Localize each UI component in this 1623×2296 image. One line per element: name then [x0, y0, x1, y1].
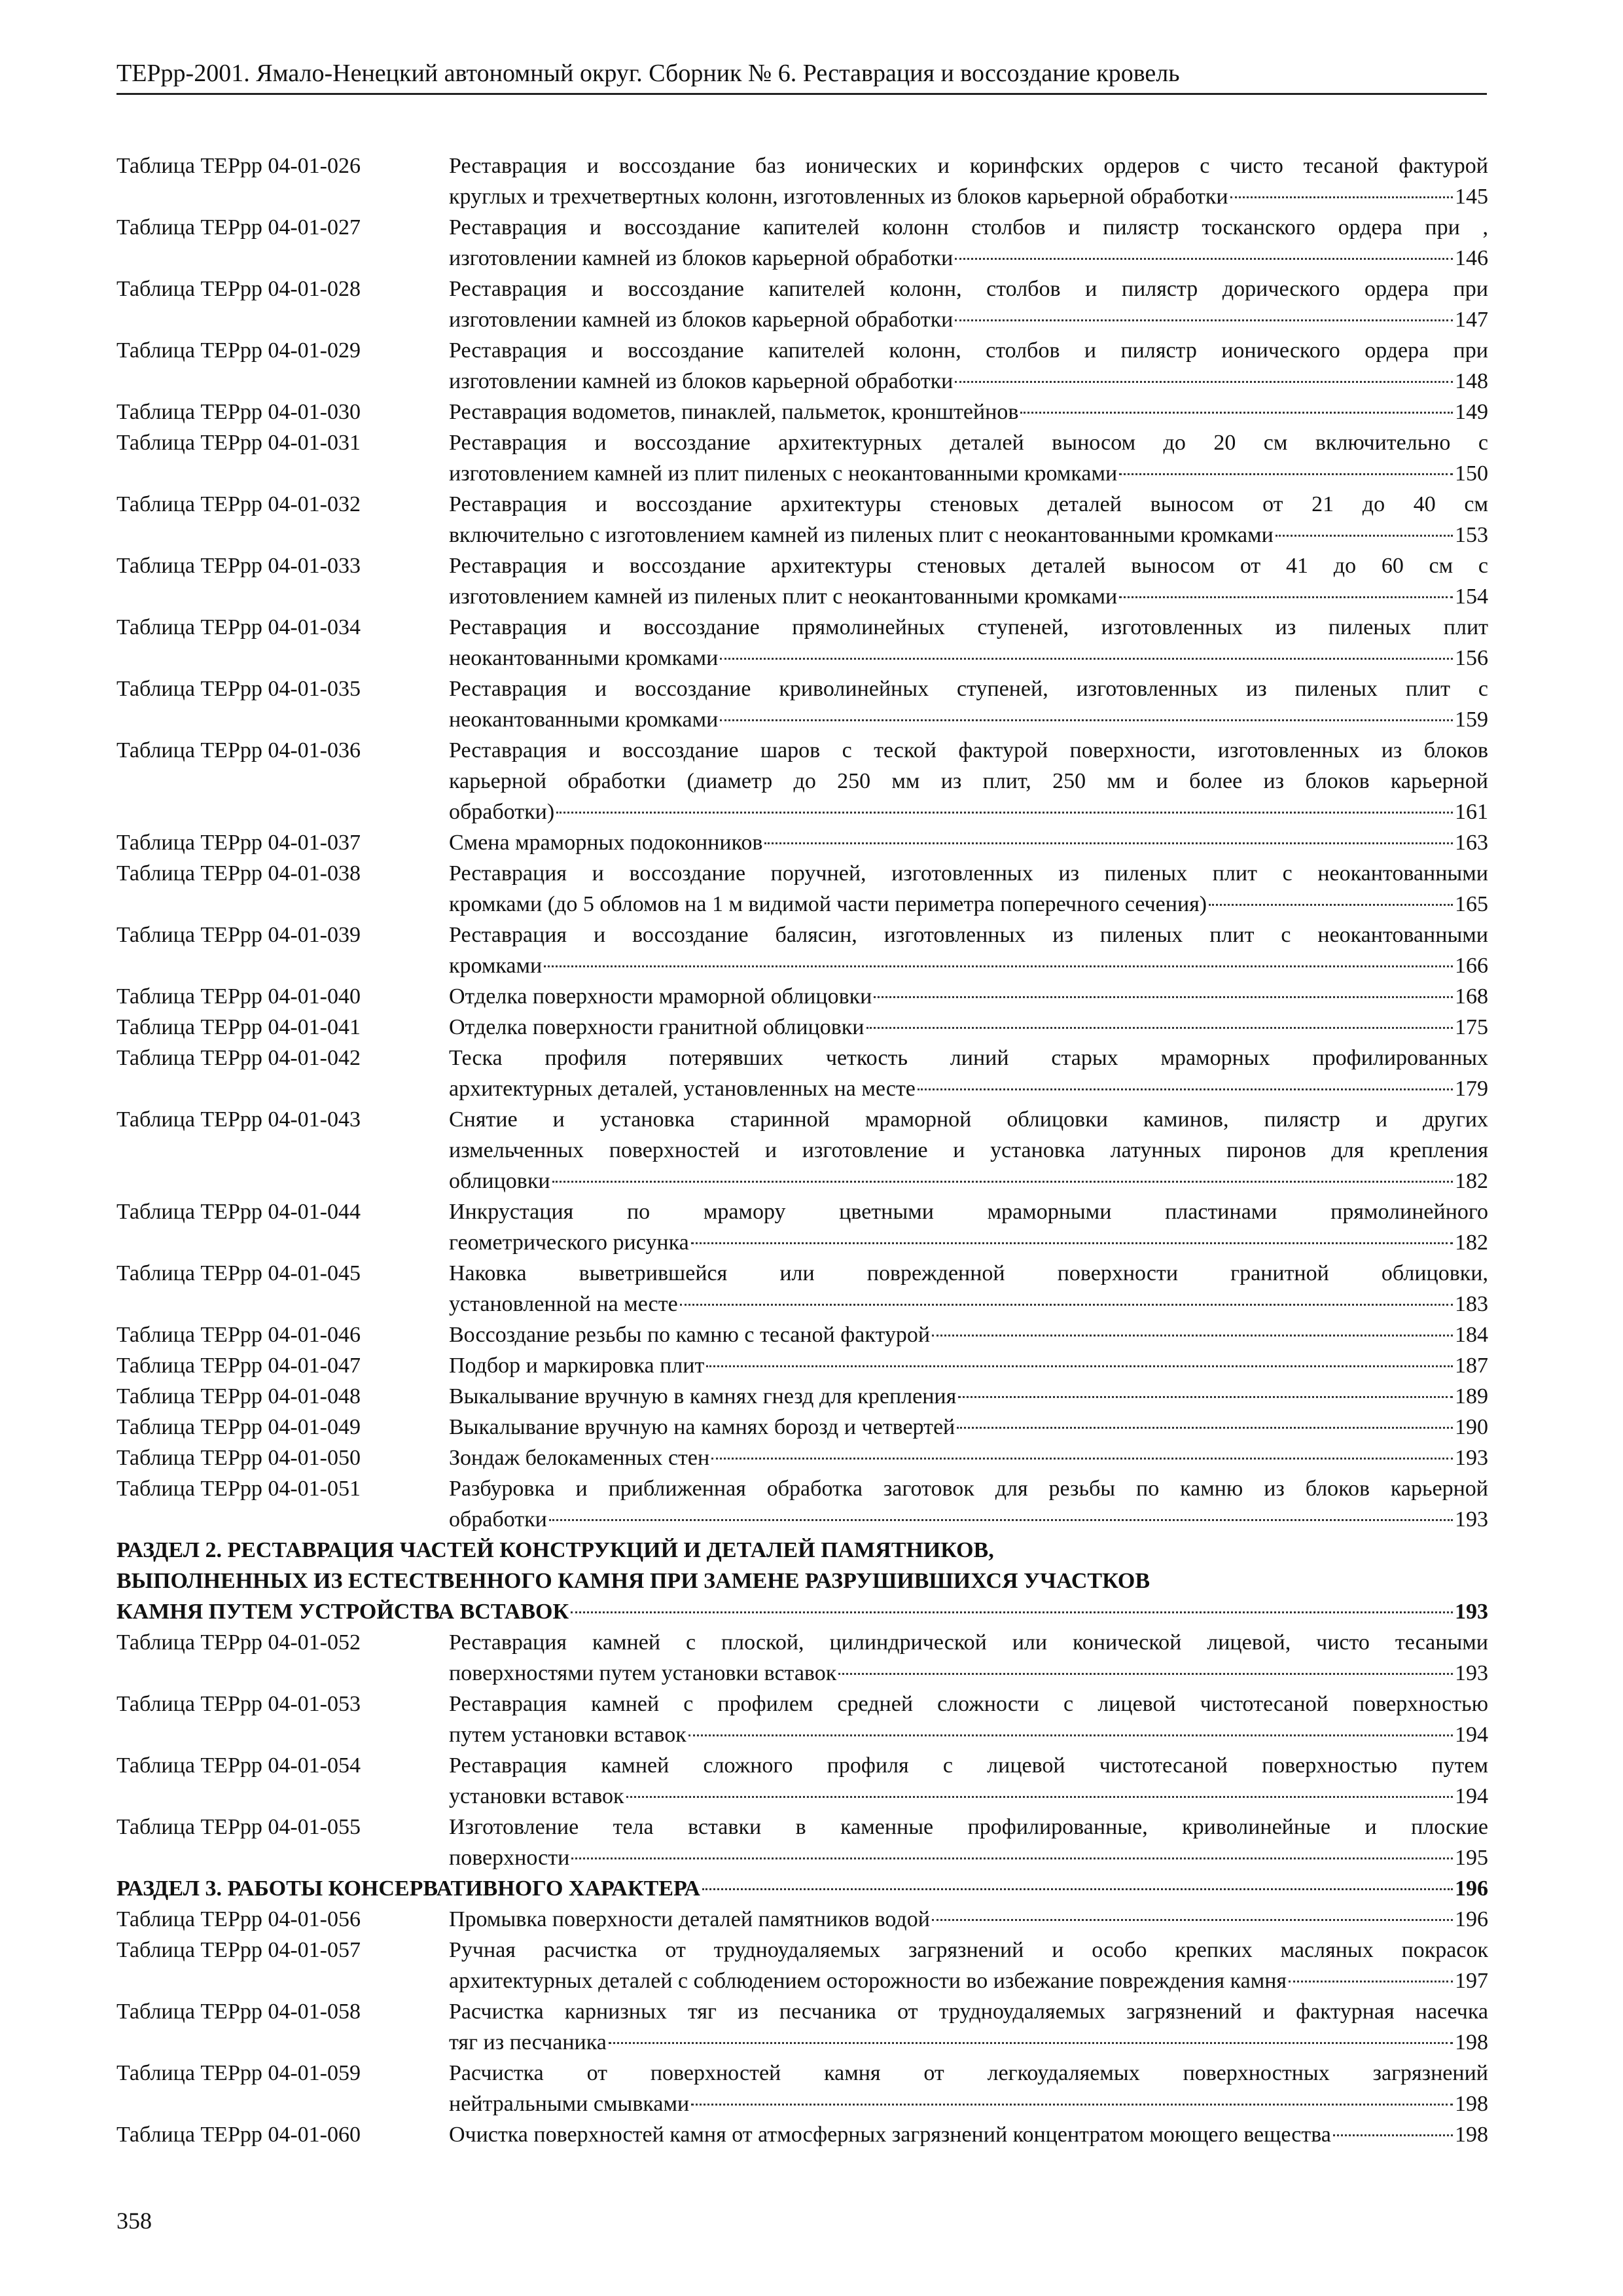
page-number: 358: [116, 2208, 152, 2234]
dot-leader: [1209, 904, 1453, 906]
title-line: изготовлении камней из блоков карьерной обработки: [449, 308, 954, 332]
toc-entry: [116, 274, 1488, 335]
table-code: Таблица ТЕРрр 04-01-057: [116, 1938, 361, 1962]
dot-leader: [688, 1734, 1453, 1736]
title-line: Реставрация и воссоздание поручней, изготовленных из пиленых плит с неокантованными: [449, 861, 1488, 886]
table-code: Таблица ТЕРрр 04-01-050: [116, 1446, 361, 1470]
dot-leader: [609, 2042, 1453, 2044]
title-last-line: [449, 827, 1488, 858]
page-reference: 197: [1455, 1969, 1488, 1993]
title-line: Реставрация и воссоздание криволинейных ступеней, изготовленных из пиленых плит с: [449, 677, 1488, 701]
title-last-line: [449, 1073, 1488, 1104]
dot-leader: [932, 1335, 1453, 1336]
page-reference: 182: [1455, 1169, 1488, 1193]
toc-entry: [116, 1750, 1488, 1812]
page-reference: 193: [1455, 1446, 1488, 1470]
title-line: Реставрация камней сложного профиля с лицевой чистотесаной поверхностью путем: [449, 1753, 1488, 1778]
entry-title: [449, 335, 1488, 397]
toc-section-heading: [116, 1873, 1488, 1904]
toc-entry: [116, 1043, 1488, 1104]
toc-entry: [116, 1350, 1488, 1381]
title-last-line: [449, 1227, 1488, 1258]
table-code: Таблица ТЕРрр 04-01-037: [116, 831, 361, 855]
title-line: РАЗДЕЛ 3. РАБОТЫ КОНСЕРВАТИВНОГО ХАРАКТЕРА: [116, 1876, 700, 1901]
entry-title: [116, 1873, 1488, 1904]
title-line: Реставрация и воссоздание капителей колонн, столбов и пилястр ионического ордера при: [449, 338, 1488, 363]
dot-leader: [711, 1458, 1453, 1460]
toc-entry: [116, 827, 1488, 858]
dot-leader: [958, 1396, 1453, 1398]
title-line: Отделка поверхности мраморной облицовки: [449, 984, 872, 1009]
table-code: Таблица ТЕРрр 04-01-028: [116, 277, 361, 301]
table-code: Таблица ТЕРрр 04-01-040: [116, 984, 361, 1009]
entry-title: [449, 1012, 1488, 1043]
table-code: Таблица ТЕРрр 04-01-048: [116, 1384, 361, 1408]
title-last-line: [449, 181, 1488, 212]
dot-leader: [702, 1888, 1453, 1890]
entry-title: [449, 397, 1488, 427]
dot-leader: [1119, 596, 1453, 598]
dot-leader: [720, 719, 1453, 721]
toc-entry: [116, 2119, 1488, 2150]
entry-title: [449, 1319, 1488, 1350]
table-code: Таблица ТЕРрр 04-01-046: [116, 1323, 361, 1347]
title-last-line: [449, 643, 1488, 673]
title-line: путем установки вставок: [449, 1723, 687, 1747]
title-line: поверхностями путем установки вставок: [449, 1661, 837, 1685]
toc-entry: [116, 1104, 1488, 1196]
table-code: Таблица ТЕРрр 04-01-038: [116, 861, 361, 886]
page-reference: 166: [1455, 954, 1488, 978]
page-reference: 146: [1455, 246, 1488, 270]
title-last-line: [449, 1781, 1488, 1812]
entry-title: [449, 673, 1488, 735]
dot-leader: [1230, 196, 1453, 198]
title-line: КАМНЯ ПУТЕМ УСТРОЙСТВА ВСТАВОК: [116, 1600, 569, 1624]
toc-entry: [116, 1689, 1488, 1750]
table-code: Таблица ТЕРрр 04-01-052: [116, 1630, 361, 1655]
table-code: Таблица ТЕРрр 04-01-056: [116, 1907, 361, 1931]
entry-title: [449, 1381, 1488, 1412]
table-code: Таблица ТЕРрр 04-01-049: [116, 1415, 361, 1439]
title-last-line: [449, 304, 1488, 335]
title-last-line: [449, 581, 1488, 612]
dot-leader: [571, 1611, 1453, 1613]
title-line: Снятие и установка старинной мраморной облицовки каминов, пилястр и других: [449, 1107, 1488, 1132]
title-line: Реставрация и воссоздание прямолинейных ступеней, изготовленных из пиленых плит: [449, 615, 1488, 639]
title-last-line: [449, 1904, 1488, 1935]
table-code: Таблица ТЕРрр 04-01-035: [116, 677, 361, 701]
page-reference: 193: [1455, 1661, 1488, 1685]
entry-title: [449, 212, 1488, 274]
title-line: Расчистка от поверхностей камня от легкоудаляемых поверхностных загрязнений: [449, 2061, 1488, 2085]
title-last-line: [449, 1319, 1488, 1350]
title-line: Реставрация камней с профилем средней сложности с лицевой чистотесаной поверхностью: [449, 1692, 1488, 1716]
title-last-line: [449, 889, 1488, 920]
entry-title: [449, 2058, 1488, 2119]
entry-title: [449, 427, 1488, 489]
page-reference: 179: [1455, 1077, 1488, 1101]
dot-leader: [1289, 1981, 1453, 1982]
entry-title: [449, 1996, 1488, 2058]
dot-leader: [571, 1857, 1453, 1859]
toc-section-heading: [116, 1535, 1488, 1627]
table-code: Таблица ТЕРрр 04-01-058: [116, 2000, 361, 2024]
toc-entry: [116, 1258, 1488, 1319]
entry-title: [449, 1412, 1488, 1443]
title-line: Наковка выветрившейся или поврежденной поверхности гранитной облицовки,: [449, 1261, 1488, 1285]
table-code: Таблица ТЕРрр 04-01-042: [116, 1046, 361, 1070]
title-line: Выкалывание вручную на камнях борозд и четвертей: [449, 1415, 955, 1439]
page-reference: 194: [1455, 1723, 1488, 1747]
title-last-line: [449, 1658, 1488, 1689]
title-line: Реставрация камней с плоской, цилиндрической или конической лицевой, чисто тесаными: [449, 1630, 1488, 1655]
entry-title: [449, 2119, 1488, 2150]
page-reference: 148: [1455, 369, 1488, 393]
page-reference: 194: [1455, 1784, 1488, 1808]
title-line: установленной на месте: [449, 1292, 678, 1316]
title-line: тяг из песчаника: [449, 2030, 607, 2054]
title-line: Смена мраморных подоконников: [449, 831, 763, 855]
page-reference: 163: [1455, 831, 1488, 855]
entry-title: [449, 1258, 1488, 1319]
page-reference: 175: [1455, 1015, 1488, 1039]
title-line: Реставрация и воссоздание капителей колонн столбов и пилястр тосканского ордера при ,: [449, 215, 1488, 240]
title-line: Реставрация водометов, пинаклей, пальметок, кронштейнов: [449, 400, 1019, 424]
title-last-line: [449, 1443, 1488, 1473]
title-line: круглых и трехчетвертных колонн, изготовленных из блоков карьерной обработки: [449, 185, 1228, 209]
title-line: Инкрустация по мрамору цветными мраморными пластинами прямолинейного: [449, 1200, 1488, 1224]
title-line: Реставрация и воссоздание архитектурных деталей выносом до 20 см включительно с: [449, 431, 1488, 455]
title-line: измельченных поверхностей и изготовление и установка латунных пиронов для крепления: [449, 1138, 1488, 1162]
title-last-line: [449, 397, 1488, 427]
title-line: Разбуровка и приближенная обработка заготовок для резьбы по камню из блоков карьерной: [449, 1477, 1488, 1501]
table-code: Таблица ТЕРрр 04-01-047: [116, 1354, 361, 1378]
title-last-line: [449, 1504, 1488, 1535]
page-reference: 161: [1455, 800, 1488, 824]
table-code: Таблица ТЕРрр 04-01-031: [116, 431, 361, 455]
title-line: Отделка поверхности гранитной облицовки: [449, 1015, 865, 1039]
title-last-line: [449, 243, 1488, 274]
toc-entry: [116, 1196, 1488, 1258]
table-code: Таблица ТЕРрр 04-01-051: [116, 1477, 361, 1501]
entry-title: [449, 1935, 1488, 1996]
title-last-line: [116, 1873, 1488, 1904]
page-reference: 156: [1455, 646, 1488, 670]
entry-title: [449, 735, 1488, 827]
page-reference: 147: [1455, 308, 1488, 332]
page-reference: 159: [1455, 708, 1488, 732]
entry-title: [449, 550, 1488, 612]
page-reference: 189: [1455, 1384, 1488, 1408]
title-line: нейтральными смывками: [449, 2092, 690, 2116]
title-last-line: [449, 1381, 1488, 1412]
title-last-line: [449, 458, 1488, 489]
table-code: Таблица ТЕРрр 04-01-055: [116, 1815, 361, 1839]
entry-title: [449, 1904, 1488, 1935]
title-line: ВЫПОЛНЕННЫХ ИЗ ЕСТЕСТВЕННОГО КАМНЯ ПРИ ЗАМЕНЕ РАЗРУШИВШИХСЯ УЧАСТКОВ: [116, 1569, 1150, 1593]
toc-entry: [116, 151, 1488, 212]
dot-leader: [955, 319, 1453, 321]
title-last-line: [449, 1289, 1488, 1319]
toc-entry: [116, 920, 1488, 981]
title-last-line: [449, 1350, 1488, 1381]
entry-title: [449, 1750, 1488, 1812]
entry-title: [449, 981, 1488, 1012]
title-line: кромками (до 5 обломов на 1 м видимой части периметра поперечного сечения): [449, 892, 1207, 916]
title-last-line: [449, 981, 1488, 1012]
toc-entry: [116, 1473, 1488, 1535]
dot-leader: [1275, 535, 1453, 537]
toc-entry: [116, 735, 1488, 827]
title-last-line: [449, 2027, 1488, 2058]
title-line: обработки): [449, 800, 555, 824]
toc-entry: [116, 489, 1488, 550]
title-line: обработки: [449, 1507, 547, 1532]
title-line: Выкалывание вручную в камнях гнезд для крепления: [449, 1384, 957, 1408]
dot-leader: [626, 1796, 1453, 1798]
toc-entry: [116, 1935, 1488, 1996]
toc-entry: [116, 981, 1488, 1012]
entry-title: [449, 1104, 1488, 1196]
toc-entry: [116, 1812, 1488, 1873]
table-code: Таблица ТЕРрр 04-01-026: [116, 154, 361, 178]
title-line: карьерной обработки (диаметр до 250 мм из плит, 250 мм и более из блоков карьерной: [449, 769, 1488, 793]
page-reference: 193: [1455, 1507, 1488, 1532]
title-last-line: [449, 1166, 1488, 1196]
dot-leader: [720, 658, 1453, 660]
dot-leader: [918, 1088, 1453, 1090]
dot-leader: [556, 812, 1453, 814]
title-line: Реставрация и воссоздание шаров с теской фактурой поверхности, изготовленных из блоков: [449, 738, 1488, 762]
toc-entry: [116, 1627, 1488, 1689]
dot-leader: [1119, 473, 1453, 475]
title-line: неокантованными кромками: [449, 708, 719, 732]
title-last-line: [449, 1012, 1488, 1043]
entry-title: [449, 1627, 1488, 1689]
title-line: кромками: [449, 954, 543, 978]
toc-entry: [116, 1996, 1488, 2058]
title-line: Теска профиля потерявших четкость линий старых мраморных профилированных: [449, 1046, 1488, 1070]
dot-leader: [764, 842, 1453, 844]
page-reference: 149: [1455, 400, 1488, 424]
page-reference: 193: [1455, 1600, 1488, 1624]
dot-leader: [544, 965, 1453, 967]
page-reference: 168: [1455, 984, 1488, 1009]
entry-title: [449, 274, 1488, 335]
title-line: Очистка поверхностей камня от атмосферных загрязнений концентратом моющего вещества: [449, 2123, 1331, 2147]
table-code: Таблица ТЕРрр 04-01-029: [116, 338, 361, 363]
toc-entry: [116, 397, 1488, 427]
entry-title: [449, 1473, 1488, 1535]
entry-title: [449, 1043, 1488, 1104]
toc-entry: [116, 1012, 1488, 1043]
toc-entry: [116, 427, 1488, 489]
table-code: Таблица ТЕРрр 04-01-053: [116, 1692, 361, 1716]
table-code: Таблица ТЕРрр 04-01-032: [116, 492, 361, 516]
toc-entry: [116, 2058, 1488, 2119]
title-last-line: [449, 366, 1488, 397]
title-last-line: [116, 1596, 1488, 1627]
title-line: архитектурных деталей с соблюдением осторожности во избежание повреждения камня: [449, 1969, 1287, 1993]
page-reference: 184: [1455, 1323, 1488, 1347]
page-reference: 198: [1455, 2123, 1488, 2147]
title-last-line: [449, 1412, 1488, 1443]
page-reference: 198: [1455, 2092, 1488, 2116]
toc-entry: [116, 673, 1488, 735]
entry-title: [449, 1812, 1488, 1873]
dot-leader: [932, 1919, 1453, 1921]
title-line: поверхности: [449, 1846, 570, 1870]
title-line: Воссоздание резьбы по камню с тесаной фактурой: [449, 1323, 931, 1347]
page-reference: 154: [1455, 584, 1488, 609]
toc-entry: [116, 1412, 1488, 1443]
table-of-contents: [116, 151, 1488, 2150]
toc-entry: [116, 550, 1488, 612]
entry-title: [449, 1350, 1488, 1381]
entry-title: [449, 489, 1488, 550]
title-line: геометрического рисунка: [449, 1230, 689, 1255]
title-line: изготовлении камней из блоков карьерной обработки: [449, 246, 954, 270]
entry-title: [449, 151, 1488, 212]
toc-entry: [116, 335, 1488, 397]
title-last-line: [449, 1842, 1488, 1873]
dot-leader: [1020, 412, 1453, 414]
entry-title: [116, 1535, 1488, 1627]
table-code: Таблица ТЕРрр 04-01-027: [116, 215, 361, 240]
page-reference: 190: [1455, 1415, 1488, 1439]
running-header: ТЕРрр-2001. Ямало-Ненецкий автономный округ. Сборник № 6. Реставрация и воссоздание кровель: [116, 56, 1487, 95]
dot-leader: [1333, 2134, 1453, 2136]
title-line: Реставрация и воссоздание архитектуры стеновых деталей выносом от 21 до 40 см: [449, 492, 1488, 516]
page-reference: 182: [1455, 1230, 1488, 1255]
dot-leader: [691, 1242, 1453, 1244]
table-code: Таблица ТЕРрр 04-01-030: [116, 400, 361, 424]
dot-leader: [552, 1181, 1453, 1183]
dot-leader: [691, 2104, 1453, 2106]
entry-title: [449, 827, 1488, 858]
dot-leader: [549, 1519, 1453, 1521]
title-line: архитектурных деталей, установленных на месте: [449, 1077, 916, 1101]
title-line: неокантованными кромками: [449, 646, 719, 670]
entry-title: [449, 1443, 1488, 1473]
title-line: изготовлением камней из пиленых плит с неокантованными кромками: [449, 584, 1118, 609]
table-code: Таблица ТЕРрр 04-01-054: [116, 1753, 361, 1778]
page-reference: 195: [1455, 1846, 1488, 1870]
entry-title: [449, 920, 1488, 981]
table-code: Таблица ТЕРрр 04-01-033: [116, 554, 361, 578]
title-line: изготовлением камней из плит пиленых с неокантованными кромками: [449, 461, 1118, 486]
title-line: установки вставок: [449, 1784, 624, 1808]
table-code: Таблица ТЕРрр 04-01-036: [116, 738, 361, 762]
dot-leader: [955, 258, 1453, 260]
table-code: Таблица ТЕРрр 04-01-060: [116, 2123, 361, 2147]
page-reference: 153: [1455, 523, 1488, 547]
title-line: Промывка поверхности деталей памятников водой: [449, 1907, 930, 1931]
dot-leader: [866, 1027, 1454, 1029]
page-reference: 187: [1455, 1354, 1488, 1378]
title-last-line: [449, 704, 1488, 735]
title-last-line: [449, 2119, 1488, 2150]
dot-leader: [706, 1365, 1453, 1367]
title-line: Ручная расчистка от трудноудаляемых загрязнений и особо крепких масляных покрасок: [449, 1938, 1488, 1962]
title-last-line: [449, 797, 1488, 827]
title-line: облицовки: [449, 1169, 550, 1193]
table-code: Таблица ТЕРрр 04-01-041: [116, 1015, 361, 1039]
toc-entry: [116, 1319, 1488, 1350]
page-reference: 145: [1455, 185, 1488, 209]
title-last-line: [449, 1719, 1488, 1750]
toc-entry: [116, 212, 1488, 274]
title-line: Реставрация и воссоздание архитектуры стеновых деталей выносом от 41 до 60 см с: [449, 554, 1488, 578]
page-reference: 196: [1455, 1876, 1488, 1901]
title-line: Реставрация и воссоздание баз ионических и коринфских ордеров с чисто тесаной фактурой: [449, 154, 1488, 178]
table-code: Таблица ТЕРрр 04-01-059: [116, 2061, 361, 2085]
toc-entry: [116, 612, 1488, 673]
entry-title: [449, 858, 1488, 920]
title-line: включительно с изготовлением камней из пиленых плит с неокантованными кромками: [449, 523, 1274, 547]
page-reference: 198: [1455, 2030, 1488, 2054]
dot-leader: [680, 1304, 1453, 1306]
title-last-line: [449, 950, 1488, 981]
page-reference: 183: [1455, 1292, 1488, 1316]
table-code: Таблица ТЕРрр 04-01-045: [116, 1261, 361, 1285]
title-line: Реставрация и воссоздание капителей колонн, столбов и пилястр дорического ордера при: [449, 277, 1488, 301]
toc-entry: [116, 858, 1488, 920]
title-last-line: [449, 520, 1488, 550]
toc-entry: [116, 1904, 1488, 1935]
title-line: Изготовление тела вставки в каменные профилированные, криволинейные и плоские: [449, 1815, 1488, 1839]
entry-title: [449, 1196, 1488, 1258]
dot-leader: [955, 381, 1453, 383]
dot-leader: [838, 1673, 1453, 1675]
page-reference: 150: [1455, 461, 1488, 486]
title-line: Зондаж белокаменных стен: [449, 1446, 710, 1470]
title-line: Реставрация и воссоздание балясин, изготовленных из пиленых плит с неокантованными: [449, 923, 1488, 947]
table-code: Таблица ТЕРрр 04-01-039: [116, 923, 361, 947]
title-last-line: [449, 1965, 1488, 1996]
title-line: РАЗДЕЛ 2. РЕСТАВРАЦИЯ ЧАСТЕЙ КОНСТРУКЦИЙ И ДЕТАЛЕЙ ПАМЯТНИКОВ,: [116, 1538, 994, 1562]
title-line: Расчистка карнизных тяг из песчаника от трудноудаляемых загрязнений и фактурная насечка: [449, 2000, 1488, 2024]
page-reference: 165: [1455, 892, 1488, 916]
title-line: Подбор и маркировка плит: [449, 1354, 705, 1378]
entry-title: [449, 612, 1488, 673]
table-code: Таблица ТЕРрр 04-01-034: [116, 615, 361, 639]
title-last-line: [449, 2089, 1488, 2119]
toc-entry: [116, 1443, 1488, 1473]
title-line: изготовлении камней из блоков карьерной обработки: [449, 369, 954, 393]
table-code: Таблица ТЕРрр 04-01-043: [116, 1107, 361, 1132]
dot-leader: [957, 1427, 1453, 1429]
table-code: Таблица ТЕРрр 04-01-044: [116, 1200, 361, 1224]
entry-title: [449, 1689, 1488, 1750]
dot-leader: [874, 996, 1453, 998]
page-reference: 196: [1455, 1907, 1488, 1931]
toc-entry: [116, 1381, 1488, 1412]
